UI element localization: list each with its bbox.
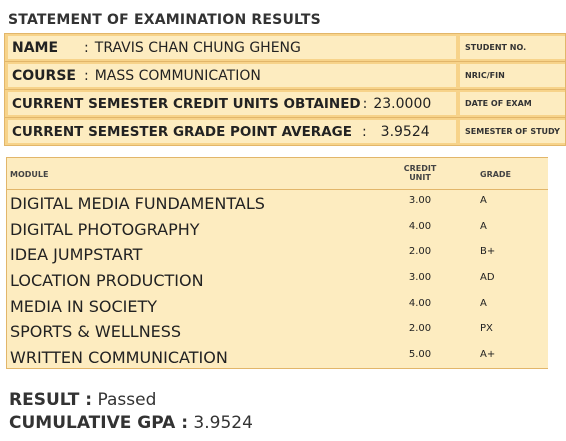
table-row [7, 241, 548, 267]
module-grade: PX [480, 323, 493, 335]
result-label: RESULT : [9, 390, 93, 410]
page-title: STATEMENT OF EXAMINATION RESULTS [8, 12, 321, 28]
table-row [7, 190, 548, 216]
course-value: MASS COMMUNICATION [94, 67, 261, 84]
result-value: Passed [97, 390, 157, 410]
module-grade: B+ [480, 246, 496, 258]
name-separator: : [84, 39, 89, 56]
module-credit: 2.00 [408, 323, 432, 335]
semester-gpa-cell [8, 120, 456, 143]
semester-of-study-label: SEMESTER OF STUDY [460, 120, 565, 143]
nric-label: NRIC/FIN [460, 64, 565, 87]
module-credit: 3.00 [408, 195, 432, 206]
module-name: IDEA JUMPSTART [10, 245, 143, 265]
student-info-panel [4, 33, 566, 146]
info-row-name [5, 34, 565, 62]
semester-gpa-value: 3.9524 [380, 123, 430, 140]
credit-units-value: 23.0000 [373, 95, 432, 112]
module-name: DIGITAL PHOTOGRAPHY [10, 219, 200, 239]
credit-header-line1: CREDIT [403, 164, 437, 173]
course-cell [8, 64, 456, 87]
table-row [7, 344, 548, 370]
cumulative-gpa-value: 3.9524 [193, 413, 253, 433]
module-grade: A [480, 297, 487, 309]
module-grade: A [480, 220, 487, 232]
result-line [9, 390, 156, 410]
table-row [7, 293, 548, 319]
semester-gpa-label: CURRENT SEMESTER GRADE POINT AVERAGE [12, 123, 352, 140]
module-name: LOCATION PRODUCTION [10, 271, 204, 291]
student-no-label: STUDENT NO. [460, 36, 565, 59]
module-grade: A [480, 195, 487, 206]
module-name: DIGITAL MEDIA FUNDAMENTALS [10, 194, 265, 213]
course-separator: : [83, 67, 89, 84]
module-name: MEDIA IN SOCIETY [10, 296, 158, 316]
course-label: COURSE [12, 67, 76, 84]
grade-column-header: GRADE [480, 170, 512, 179]
module-grade: AD [480, 272, 495, 284]
info-row-course [5, 62, 565, 90]
credit-units-separator: : [362, 95, 368, 112]
table-body [7, 190, 548, 370]
cumulative-gpa-line [9, 413, 253, 433]
credit-units-cell [8, 92, 456, 115]
table-row [7, 318, 548, 344]
info-row-credit-units [5, 90, 565, 118]
module-grade: A+ [480, 349, 496, 361]
module-credit: 2.00 [408, 246, 432, 258]
credit-header-line2: UNIT [409, 173, 431, 182]
info-row-gpa [5, 118, 565, 145]
name-cell [8, 36, 456, 59]
module-credit: 5.00 [408, 349, 432, 361]
table-row [7, 216, 548, 242]
credit-units-label: CURRENT SEMESTER CREDIT UNITS OBTAINED [12, 95, 361, 112]
table-header [7, 158, 548, 190]
date-of-exam-label: DATE OF EXAM [460, 92, 565, 115]
module-credit: 4.00 [408, 220, 432, 232]
table-row [7, 267, 548, 293]
semester-gpa-separator: : [361, 123, 367, 140]
module-column-header: MODULE [10, 170, 49, 179]
name-value: TRAVIS CHAN CHUNG GHENG [94, 39, 301, 56]
module-name: WRITTEN COMMUNICATION [10, 348, 228, 368]
module-credit: 3.00 [408, 272, 432, 284]
module-credit: 4.00 [408, 297, 432, 309]
module-name: SPORTS & WELLNESS [10, 322, 182, 342]
name-label: NAME [12, 39, 59, 56]
credit-unit-column-header [393, 164, 447, 182]
module-results-table [6, 157, 548, 369]
cumulative-gpa-label: CUMULATIVE GPA : [9, 413, 189, 433]
